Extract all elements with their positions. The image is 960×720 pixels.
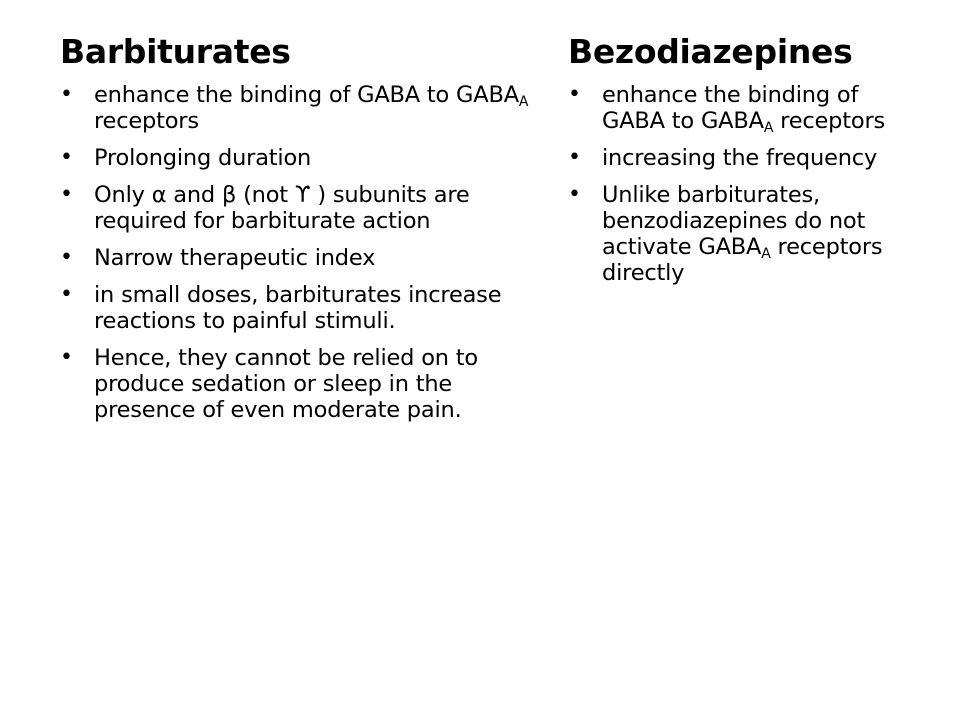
bullet-text-tail: receptors [94, 108, 199, 134]
bullet-text: Only α and β (not ϒ ) subunits are required for barbiturate action [94, 182, 470, 234]
bullet-text: Prolonging duration [94, 145, 312, 171]
bullet-text: Narrow therapeutic index [94, 245, 376, 271]
bullet-text-tail: receptors [773, 108, 886, 134]
bullet-item [568, 182, 898, 286]
bullet-item [60, 145, 560, 171]
bullet-icon: • [60, 245, 73, 270]
bullet-item [60, 82, 560, 134]
benzodiazepines-column [568, 30, 898, 297]
bullet-text-tail: receptors directly [602, 234, 883, 286]
subscript: A [761, 246, 771, 262]
bullet-icon: • [60, 145, 73, 170]
bullet-item [60, 245, 560, 271]
bullet-text: Hence, they cannot be relied on to produce sedation or sleep in the presence of even moderate pain. [94, 345, 478, 423]
bullet-icon: • [60, 182, 73, 207]
bullet-text: enhance the binding of GABA to GABA [94, 82, 519, 108]
bullet-text: enhance the binding of GABA to GABA [602, 82, 859, 134]
bullet-text: in small doses, barbiturates increase reactions to painful stimuli. [94, 282, 502, 334]
subscript: A [763, 120, 774, 136]
bullet-icon: • [60, 282, 73, 307]
bullet-item [60, 345, 560, 423]
barbiturates-column [60, 30, 560, 434]
bullet-icon: • [568, 182, 581, 207]
subscript: A [518, 94, 529, 110]
bullet-item [60, 282, 560, 334]
bullet-item [568, 145, 898, 171]
bullet-item [568, 82, 898, 134]
bullet-text: Unlike barbiturates, benzodiazepines do not activate GABA [602, 182, 866, 260]
bullet-icon: • [60, 345, 73, 370]
barbiturates-heading: Barbiturates [60, 32, 291, 71]
bullet-icon: • [60, 82, 73, 107]
benzodiazepines-heading: Bezodiazepines [568, 32, 853, 71]
bullet-icon: • [568, 82, 581, 107]
bullet-item [60, 182, 560, 234]
barbiturates-bullet-list [60, 82, 560, 423]
benzodiazepines-bullet-list [568, 82, 898, 286]
bullet-text: increasing the frequency [602, 145, 878, 171]
bullet-icon: • [568, 145, 581, 170]
